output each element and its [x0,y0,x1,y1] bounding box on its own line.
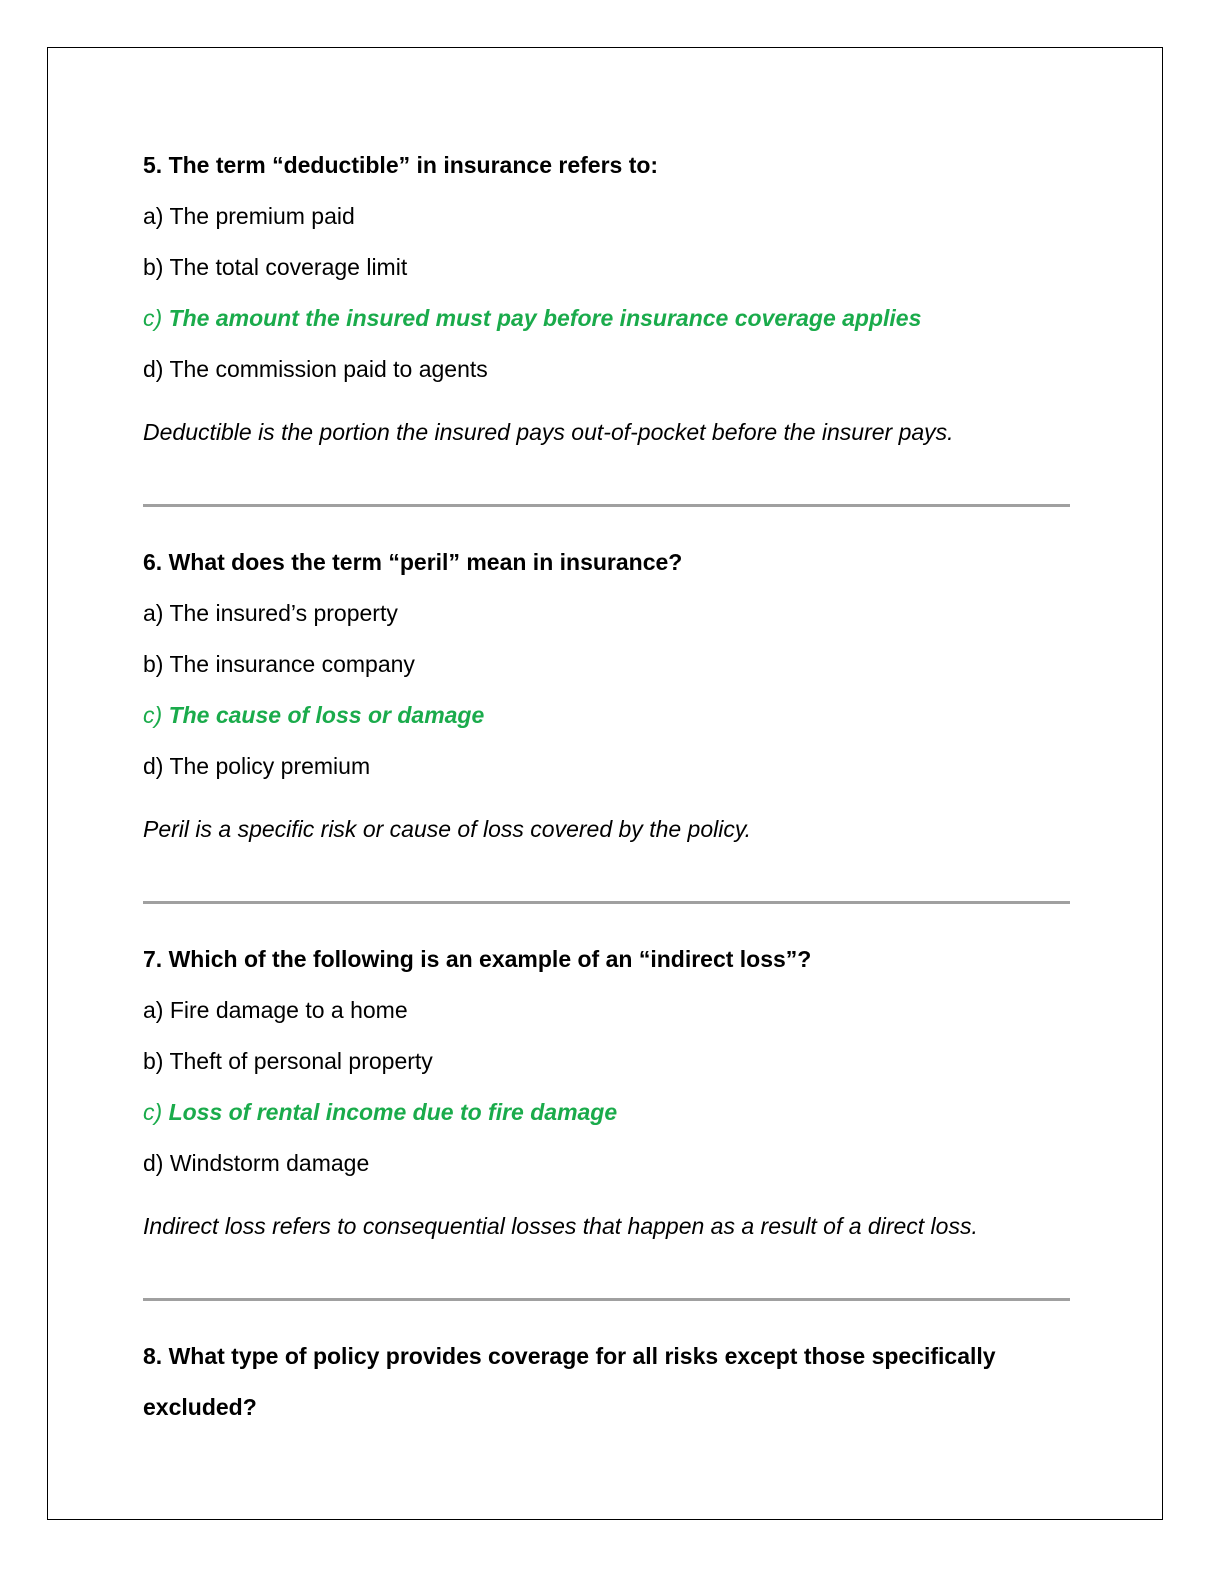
option-letter: a) [143,600,164,626]
question-6-explanation: Peril is a specific risk or cause of loss covered by the policy. [143,816,752,842]
question-5-option-a [143,191,1073,242]
question-7-option-b [143,1036,1073,1087]
option-letter: c) [143,305,163,331]
option-text: Fire damage to a home [169,997,408,1023]
option-text: The insurance company [169,651,415,677]
question-7-text: 7. Which of the following is an example of an “indirect loss”? [143,946,812,972]
option-letter: a) [143,997,164,1023]
question-6-option-b [143,639,1073,690]
option-text: Loss of rental income due to fire damage [168,1099,618,1125]
question-block-5 [143,140,1073,458]
question-6-option-d [143,741,1073,792]
question-5-text: 5. The term “deductible” in insurance refers to: [143,152,659,178]
option-letter: d) [143,1150,164,1176]
option-letter: a) [143,203,164,229]
option-text: The total coverage limit [169,254,408,280]
question-block-7 [143,934,1073,1252]
option-letter: c) [143,702,163,728]
question-6-option-c-correct [143,690,1073,741]
option-text: The insured’s property [169,600,398,626]
question-7-option-c-correct [143,1087,1073,1138]
question-5-option-c-correct [143,293,1073,344]
question-6-option-a [143,588,1073,639]
question-7-explanation: Indirect loss refers to consequential losses that happen as a result of a direct loss. [143,1213,978,1239]
option-letter: d) [143,356,164,382]
option-text: The policy premium [169,753,371,779]
section-divider [143,1298,1070,1301]
question-block-8 [143,1331,1073,1433]
option-letter: b) [143,651,164,677]
option-text: The premium paid [169,203,355,229]
option-text: The commission paid to agents [169,356,488,382]
question-block-6 [143,537,1073,855]
question-5-explanation: Deductible is the portion the insured pays out-of-pocket before the insurer pays. [143,419,954,445]
section-divider [143,504,1070,507]
option-letter: b) [143,254,164,280]
question-7-option-d [143,1138,1073,1189]
question-5-option-b [143,242,1073,293]
option-letter: b) [143,1048,164,1074]
section-divider [143,901,1070,904]
quiz-content [143,140,1073,1433]
option-text: The cause of loss or damage [168,702,485,728]
option-text: Windstorm damage [169,1150,370,1176]
option-letter: d) [143,753,164,779]
option-text: The amount the insured must pay before insurance coverage applies [168,305,922,331]
option-text: Theft of personal property [169,1048,433,1074]
question-6-text: 6. What does the term “peril” mean in insurance? [143,549,683,575]
option-letter: c) [143,1099,163,1125]
question-7-option-a [143,985,1073,1036]
question-8-text: 8. What type of policy provides coverage for all risks except those specifically excluded? [143,1343,996,1420]
question-5-option-d [143,344,1073,395]
